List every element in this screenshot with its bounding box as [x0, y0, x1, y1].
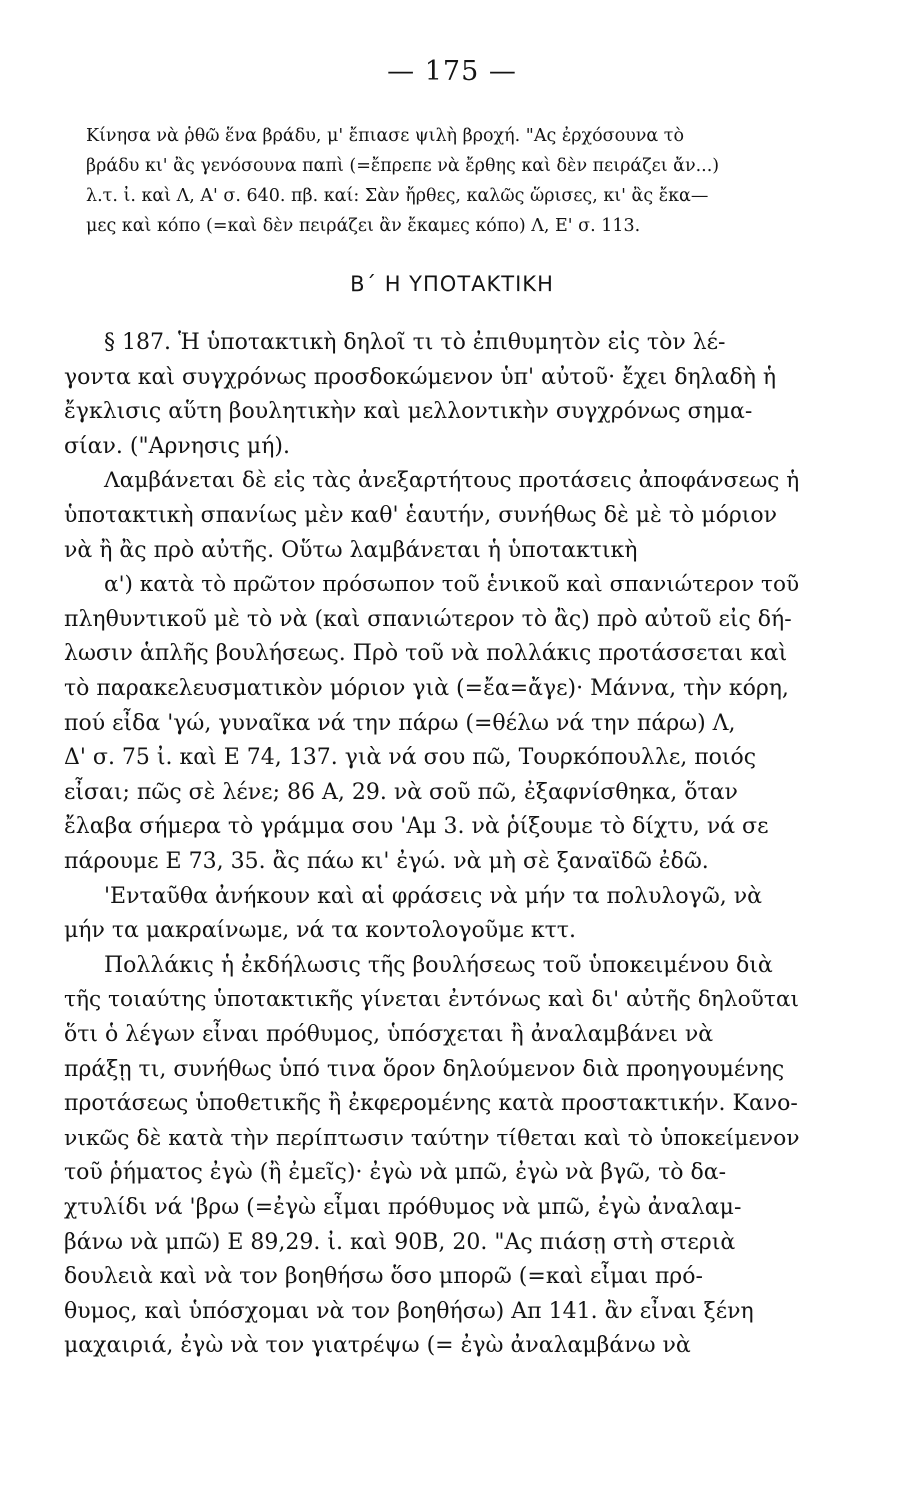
body-line: ἔγκλισις αὕτη βουλητικὴν καὶ μελλοντικὴν συγχρόνως σημα-	[64, 399, 753, 425]
body-line: μήν τα μακραίνωμε, νά τα κοντολογοῦμε κττ.	[64, 918, 576, 944]
body-line: Πολλάκις ἡ ἐκδήλωσις τῆς βουλήσεως τοῦ ὑποκειμένου διὰ	[104, 952, 773, 978]
body-line: Δ' σ. 75 ἰ. καὶ Ε 74, 137. γιὰ νά σου πῶ, Τουρκόπουλλε, ποιός	[64, 745, 757, 771]
page-number: — 175 —	[387, 56, 517, 87]
intro-line: λ.τ. ἰ. καὶ Λ, Α' σ. 640. πβ. καί: Σὰν ἤρθες, καλῶς ὥρισες, κι' ἂς ἔκα—	[86, 186, 709, 206]
body-line: α') κατὰ τὸ πρῶτον πρόσωπον τοῦ ἑνικοῦ καὶ σπανιώτερον τοῦ	[104, 572, 800, 598]
body-line: πράξῃ τι, συνήθως ὑπό τινα ὅρον δηλούμενον διὰ προηγουμένης	[64, 1056, 785, 1082]
body-line: πού εἶδα 'γώ, γυναῖκα νά την πάρω (=θέλω νά την πάρω) Λ,	[64, 710, 736, 736]
body-line: νικῶς δὲ κατὰ τὴν περίπτωσιν ταύτην τίθεται καὶ τὸ ὑποκείμενον	[64, 1125, 800, 1151]
body-line: σίαν. ("Αρνησις μή).	[64, 433, 290, 459]
body-line: ἔλαβα σήμερα τὸ γράμμα σου 'Αμ 3. νὰ ῥίξουμε τὸ δίχτυ, νά σε	[64, 814, 769, 840]
intro-line: Κίνησα νὰ ῥθῶ ἕνα βράδυ, μ' ἔπιασε ψιλὴ βροχή. "Ας ἐρχόσουνα τὸ	[86, 126, 684, 146]
intro-line: μες καὶ κόπο (=καὶ δὲν πειράζει ἂν ἔκαμες κόπο) Λ, Ε' σ. 113.	[86, 216, 641, 236]
body-line: προτάσεως ὑποθετικῆς ἢ ἐκφερομένης κατὰ προστακτικήν. Κανο-	[64, 1091, 798, 1117]
body-line: θυμος, καὶ ὑπόσχομαι νὰ τον βοηθήσω) Απ 141. ἂν εἶναι ξένη	[64, 1298, 754, 1324]
body-line: τὸ παρακελευσματικὸν μόριον γιὰ (=ἔα=ἄγε)· Μάννα, τὴν κόρη,	[64, 676, 789, 701]
body-line: τοῦ ῥήματος ἐγὼ (ἢ ἐμεῖς)· ἐγὼ νὰ μπῶ, ἐγὼ νὰ βγῶ, τὸ δα-	[64, 1160, 727, 1186]
body-line: ὑποτακτικὴ σπανίως μὲν καθ' ἑαυτήν, συνήθως δὲ μὲ τὸ μόριον	[64, 503, 777, 528]
body-line: εἶσαι; πῶς σὲ λένε; 86 Α, 29. νὰ σοῦ πῶ, ἐξαφνίσθηκα, ὅταν	[64, 779, 738, 805]
body-line: Λαμβάνεται δὲ εἰς τὰς ἀνεξαρτήτους προτάσεις ἀποφάνσεως ἡ	[104, 468, 800, 494]
body-line: πάρουμε Ε 73, 35. ἂς πάω κι' ἐγώ. νὰ μὴ σὲ ξαναϊδῶ ἐδῶ.	[64, 849, 709, 874]
body-line: δουλειὰ καὶ νὰ τον βοηθήσω ὅσο μπορῶ (=καὶ εἶμαι πρό-	[64, 1264, 703, 1290]
body-line: 'Ενταῦθα ἀνήκουν καὶ αἱ φράσεις νὰ μήν τα πολυλογῶ, νὰ	[104, 883, 762, 909]
body-line: λωσιν ἁπλῆς βουλήσεως. Πρὸ τοῦ νὰ πολλάκις προτάσσεται καὶ	[64, 641, 788, 667]
section-title: Β΄ Η ΥΠΟΤΑΚΤΙΚΗ	[350, 272, 554, 296]
body-line: γοντα καὶ συγχρόνως προσδοκώμενον ὑπ' αὐτοῦ· ἔχει δηλαδὴ ἡ	[64, 364, 777, 390]
body-line: ὅτι ὁ λέγων εἶναι πρόθυμος, ὑπόσχεται ἢ ἀναλαμβάνει νὰ	[64, 1022, 714, 1047]
body-line: μαχαιριά, ἐγὼ νὰ τον γιατρέψω (= ἐγὼ ἀναλαμβάνω νὰ	[64, 1333, 691, 1359]
body-line: βάνω νὰ μπῶ) Ε 89,29. ἰ. καὶ 90Β, 20. "Ας πιάσῃ στὴ στεριὰ	[64, 1229, 736, 1255]
body-line: § 187. Ἡ ὑποτακτικὴ δηλοῖ τι τὸ ἐπιθυμητὸν εἰς τὸν λέ-	[104, 330, 726, 355]
body-line: τῆς τοιαύτης ὑποτακτικῆς γίνεται ἐντόνως καὶ δι' αὐτῆς δηλοῦται	[64, 987, 800, 1013]
body-line: νὰ ἢ ἂς πρὸ αὐτῆς. Οὕτω λαμβάνεται ἡ ὑποτακτικὴ	[64, 537, 638, 563]
body-line: πληθυντικοῦ μὲ τὸ νὰ (καὶ σπανιώτερον τὸ ἂς) πρὸ αὐτοῦ εἰς δή-	[64, 606, 792, 632]
body-line: χτυλίδι νά 'βρω (=ἐγὼ εἶμαι πρόθυμος νὰ μπῶ, ἐγὼ ἀναλαμ-	[64, 1195, 742, 1220]
intro-line: βράδυ κι' ἂς γενόσουνα παπὶ (=ἔπρεπε νὰ ἔρθης καὶ δὲν πειράζει ἄν...)	[86, 156, 720, 176]
